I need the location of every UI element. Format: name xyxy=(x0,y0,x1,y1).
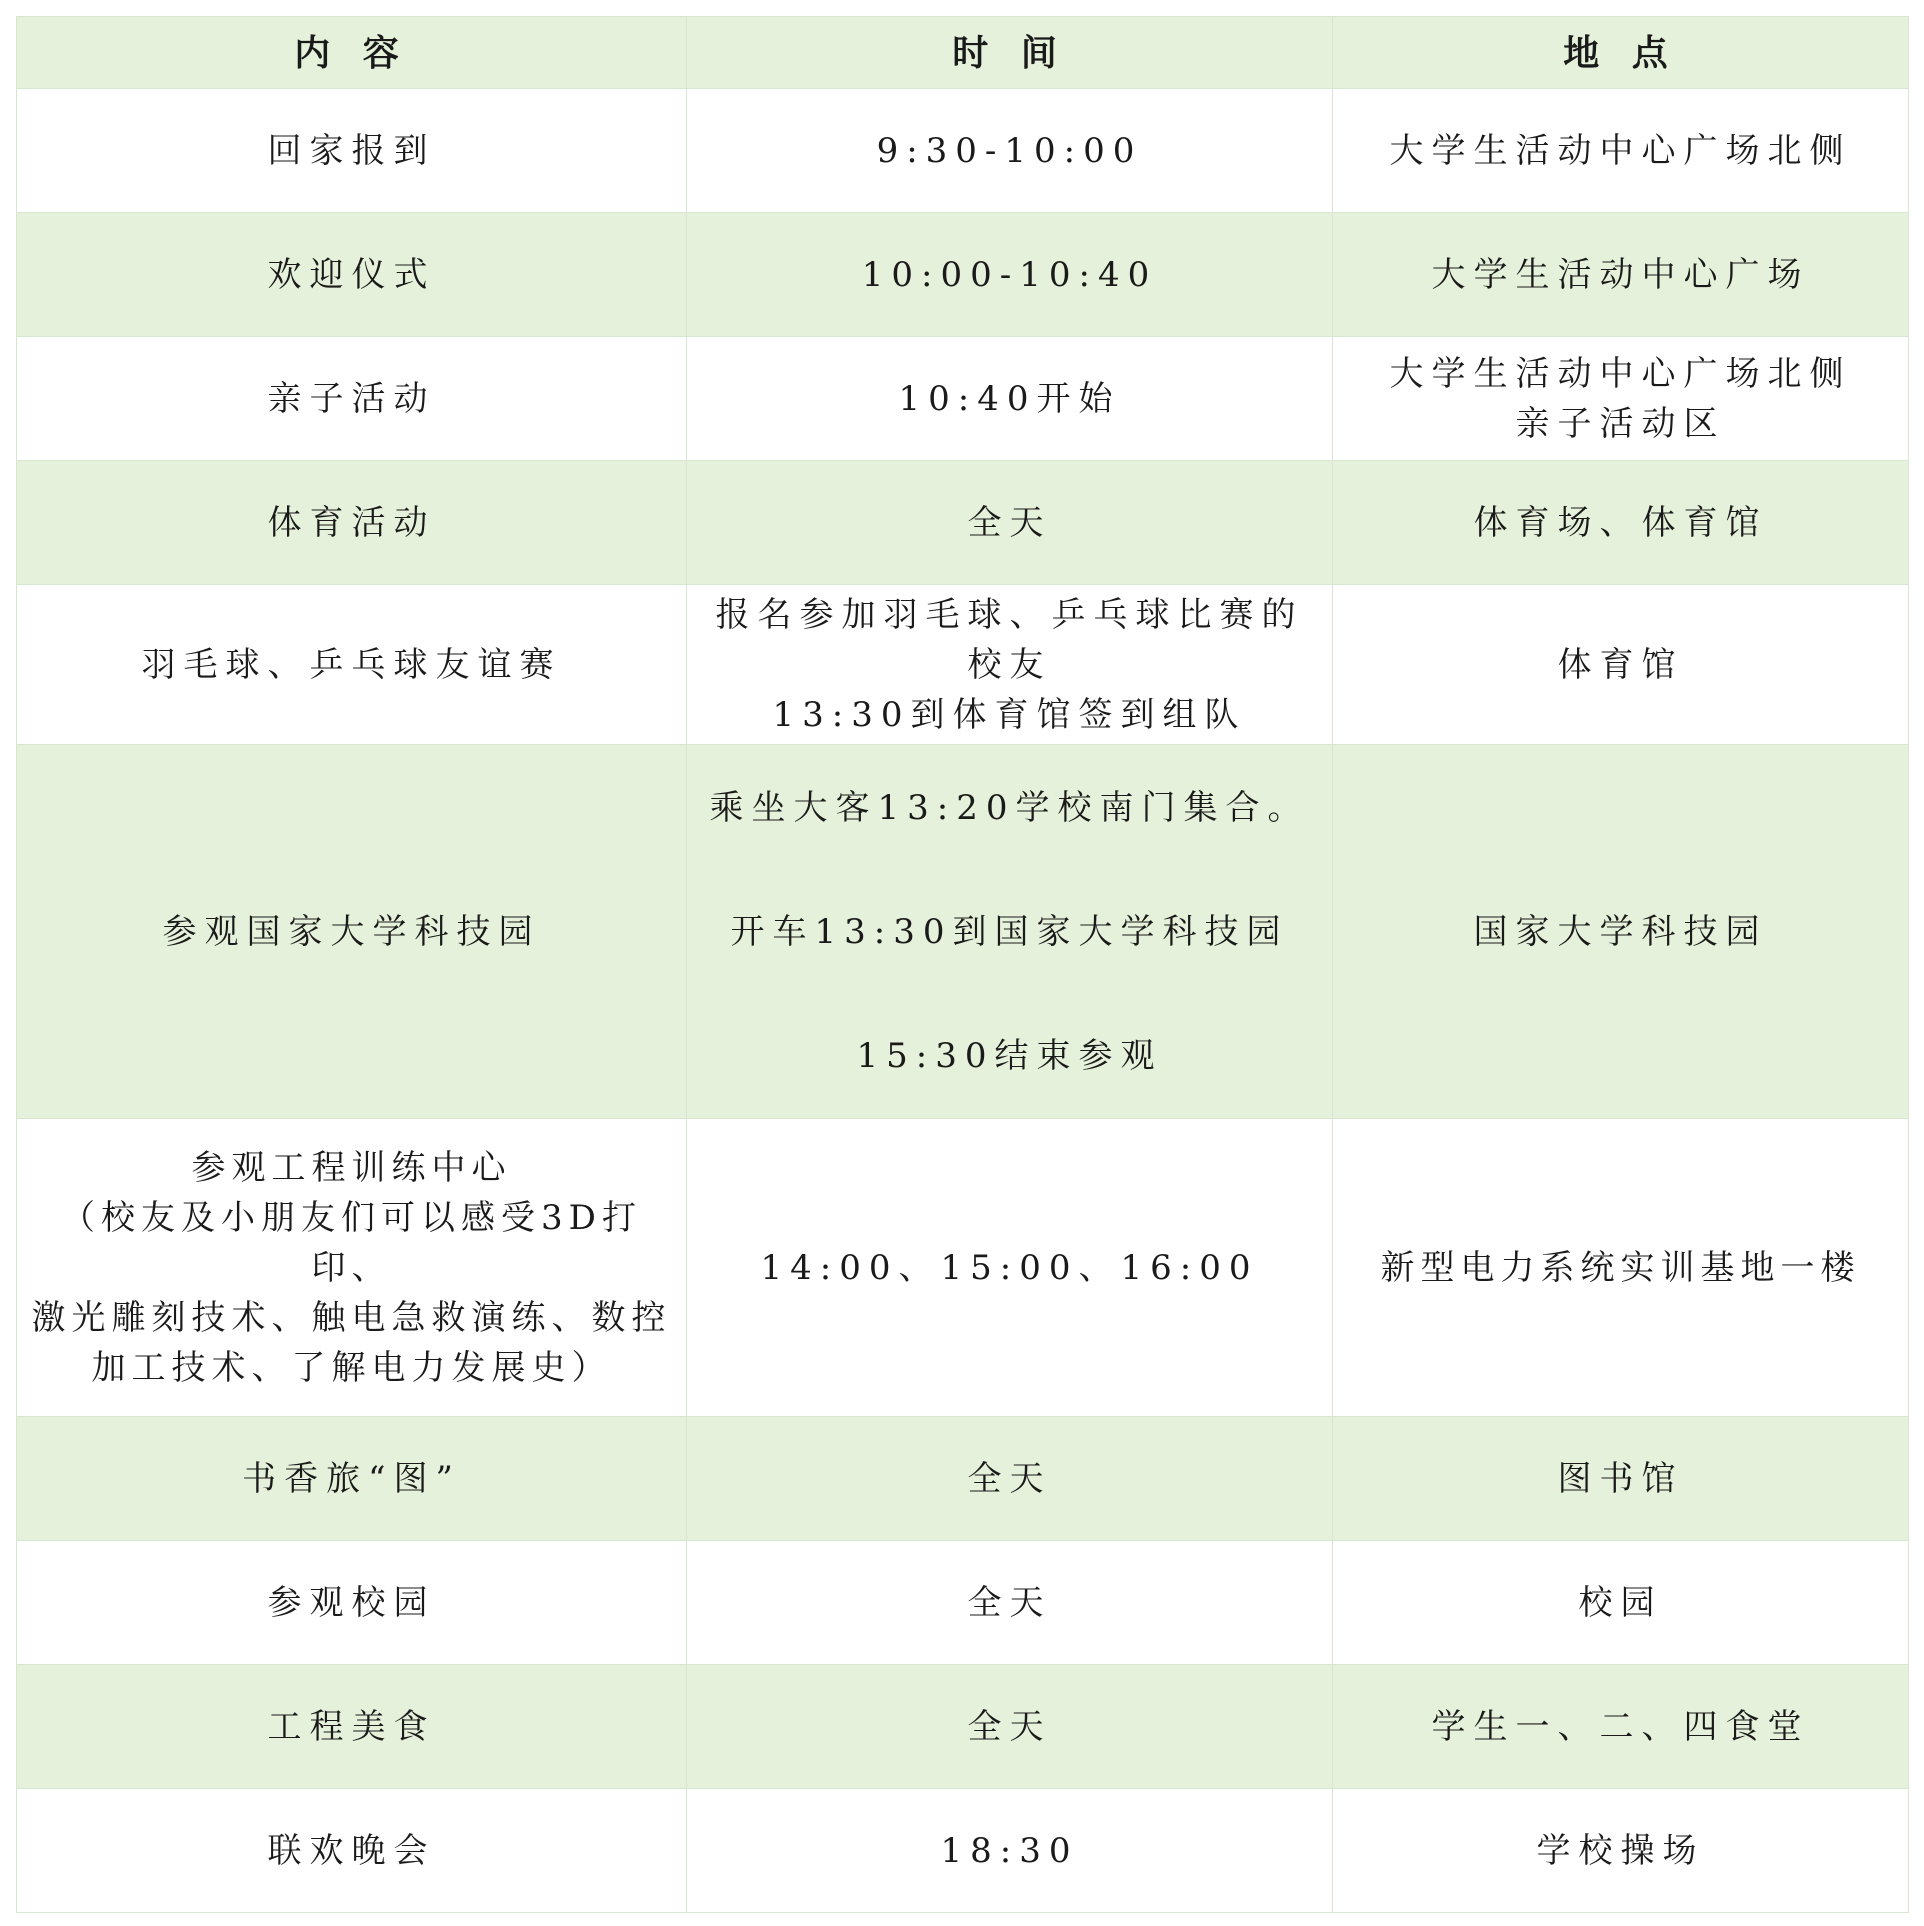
content-cell xyxy=(17,745,687,1119)
place-text: 国家大学科技园 xyxy=(1473,911,1768,952)
time-text: 15:30结束参观 xyxy=(856,1035,1163,1076)
content-text: 羽毛球、乒乓球友谊赛 xyxy=(141,644,562,685)
place-cell xyxy=(1333,745,1909,1119)
content-text: 书香旅“图” xyxy=(242,1458,461,1499)
place-text: 大学生活动中心广场北侧 xyxy=(1389,130,1852,171)
content-cell xyxy=(17,337,687,461)
time-text: 全天 xyxy=(967,1706,1052,1747)
place-cell xyxy=(1333,213,1909,337)
place-cell xyxy=(1333,1665,1909,1789)
content-cell xyxy=(17,1417,687,1541)
content-cell xyxy=(17,1541,687,1665)
time-cell xyxy=(687,337,1333,461)
content-text: 参观工程训练中心 xyxy=(191,1147,512,1188)
time-text: 10:00-10:40 xyxy=(861,254,1158,295)
place-text: 大学生活动中心广场北侧 xyxy=(1389,353,1852,394)
table-row xyxy=(17,337,1909,461)
time-cell xyxy=(687,89,1333,213)
place-cell xyxy=(1333,1541,1909,1665)
content-cell xyxy=(17,213,687,337)
content-text: 欢迎仪式 xyxy=(267,254,436,295)
time-text: 全天 xyxy=(967,1582,1052,1623)
table-row xyxy=(17,1119,1909,1417)
header-time: 时 间 xyxy=(687,17,1333,89)
table-row xyxy=(17,745,1909,1119)
place-text: 大学生活动中心广场 xyxy=(1431,254,1810,295)
place-text: 校园 xyxy=(1578,1582,1663,1623)
content-text: 参观国家大学科技园 xyxy=(162,911,541,952)
content-cell xyxy=(17,585,687,745)
content-cell xyxy=(17,89,687,213)
schedule-table xyxy=(16,16,1909,1913)
content-text: 激光雕刻技术、触电急救演练、数控 xyxy=(31,1297,672,1338)
place-text: 亲子活动区 xyxy=(1515,403,1726,444)
content-text: 联欢晚会 xyxy=(267,1830,436,1871)
content-cell xyxy=(17,1119,687,1417)
time-text: 全天 xyxy=(967,502,1052,543)
content-text: 参观校园 xyxy=(267,1582,436,1623)
place-cell xyxy=(1333,1789,1909,1913)
place-text: 体育场、体育馆 xyxy=(1473,502,1768,543)
time-cell xyxy=(687,585,1333,745)
content-text: 加工技术、了解电力发展史） xyxy=(91,1347,612,1388)
line-gap xyxy=(697,833,1322,907)
header-content: 内 容 xyxy=(17,17,687,89)
place-cell xyxy=(1333,1119,1909,1417)
place-cell xyxy=(1333,89,1909,213)
time-text: 乘坐大客13:20学校南门集合。 xyxy=(709,787,1310,828)
header-place: 地 点 xyxy=(1333,17,1909,89)
place-cell xyxy=(1333,337,1909,461)
time-cell xyxy=(687,213,1333,337)
header-row xyxy=(17,17,1909,89)
table-row xyxy=(17,585,1909,745)
content-text: 亲子活动 xyxy=(267,378,436,419)
table-row xyxy=(17,1541,1909,1665)
content-cell xyxy=(17,1665,687,1789)
place-text: 图书馆 xyxy=(1557,1458,1684,1499)
time-text: 9:30-10:00 xyxy=(876,130,1143,171)
table-row xyxy=(17,89,1909,213)
place-text: 学校操场 xyxy=(1536,1830,1705,1871)
place-cell xyxy=(1333,1417,1909,1541)
content-cell xyxy=(17,461,687,585)
content-text: 体育活动 xyxy=(267,502,436,543)
table-row xyxy=(17,461,1909,585)
table-row xyxy=(17,1665,1909,1789)
time-text: 14:00、15:00、16:00 xyxy=(760,1247,1259,1288)
time-cell xyxy=(687,1119,1333,1417)
content-text: （校友及小朋友们可以感受3D打印、 xyxy=(61,1197,642,1288)
table-row xyxy=(17,213,1909,337)
time-cell xyxy=(687,1417,1333,1541)
time-cell xyxy=(687,745,1333,1119)
time-text: 全天 xyxy=(967,1458,1052,1499)
place-text: 新型电力系统实训基地一楼 xyxy=(1380,1247,1861,1288)
place-cell xyxy=(1333,585,1909,745)
content-cell xyxy=(17,1789,687,1913)
table-row xyxy=(17,1789,1909,1913)
place-cell xyxy=(1333,461,1909,585)
time-cell xyxy=(687,1789,1333,1913)
time-text: 13:30到体育馆签到组队 xyxy=(772,694,1247,735)
place-text: 体育馆 xyxy=(1557,644,1684,685)
time-cell xyxy=(687,1541,1333,1665)
place-text: 学生一、二、四食堂 xyxy=(1431,1706,1810,1747)
table-row xyxy=(17,1417,1909,1541)
time-text: 10:40开始 xyxy=(898,378,1121,419)
time-text: 18:30 xyxy=(940,1830,1079,1871)
time-cell xyxy=(687,461,1333,585)
content-text: 回家报到 xyxy=(267,130,436,171)
time-text: 报名参加羽毛球、乒乓球比赛的校友 xyxy=(715,594,1304,685)
content-text: 工程美食 xyxy=(267,1706,436,1747)
time-text: 开车13:30到国家大学科技园 xyxy=(730,911,1289,952)
line-gap xyxy=(697,957,1322,1031)
time-cell xyxy=(687,1665,1333,1789)
